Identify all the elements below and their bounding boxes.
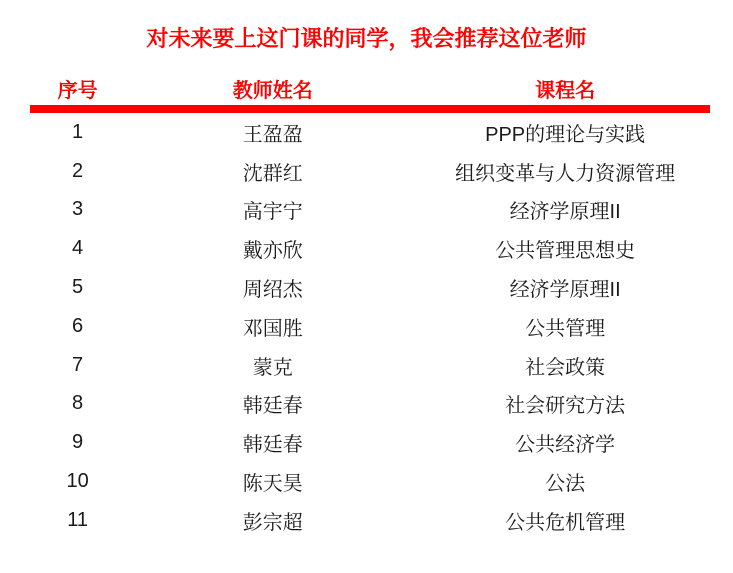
cell-course: 公共危机管理 [505,511,626,534]
table-row [30,191,710,230]
cell-index: 10 [66,470,89,493]
column-header-teacher: 教师姓名 [232,79,313,102]
cell-course: 公共管理 [525,317,606,340]
cell-course: 经济学原理II [509,201,621,224]
table-row [30,229,710,268]
cell-index: 8 [72,392,84,415]
cell-teacher: 高宇宁 [242,201,303,224]
cell-teacher: 王盈盈 [242,123,303,146]
column-header-index: 序号 [57,79,98,102]
cell-teacher: 韩廷春 [242,434,303,457]
table-row [30,268,710,307]
cell-teacher: 戴亦欣 [242,240,303,263]
cell-course: 社会研究方法 [505,395,626,418]
table-row [30,113,710,152]
table-header-row [30,77,710,102]
recommendation-table [30,77,710,540]
cell-course: 社会政策 [525,356,606,379]
cell-index: 4 [72,237,84,260]
cell-index: 2 [72,159,84,182]
cell-teacher: 蒙克 [252,356,293,379]
cell-index: 9 [72,431,84,454]
cell-index: 7 [72,353,84,376]
cell-course: 公法 [545,473,586,496]
cell-teacher: 韩廷春 [242,395,303,418]
cell-course: 组织变革与人力资源管理 [455,162,676,185]
table-body [30,113,710,540]
cell-course: 经济学原理II [509,279,621,302]
cell-teacher: 陈天昊 [242,473,303,496]
cell-index: 5 [72,276,84,299]
cell-index: 6 [72,314,84,337]
table-row [30,501,710,540]
table-row [30,462,710,501]
column-header-course: 课程名 [535,79,596,102]
cell-teacher: 周绍杰 [242,279,303,302]
cell-course: PPP的理论与实践 [485,123,646,146]
table-row [30,423,710,462]
table-row [30,307,710,346]
cell-teacher: 彭宗超 [242,511,303,534]
cell-teacher: 沈群红 [242,162,303,185]
cell-course: 公共管理思想史 [495,240,636,263]
table-row [30,385,710,424]
cell-index: 11 [67,508,88,531]
cell-course: 公共经济学 [515,434,616,457]
header-divider [30,105,710,113]
cell-index: 1 [72,120,84,143]
page-title: 对未来要上这门课的同学，我会推荐这位老师 [146,26,587,51]
cell-teacher: 邓国胜 [242,317,303,340]
table-row [30,346,710,385]
table-row [30,152,710,191]
cell-index: 3 [72,198,84,221]
